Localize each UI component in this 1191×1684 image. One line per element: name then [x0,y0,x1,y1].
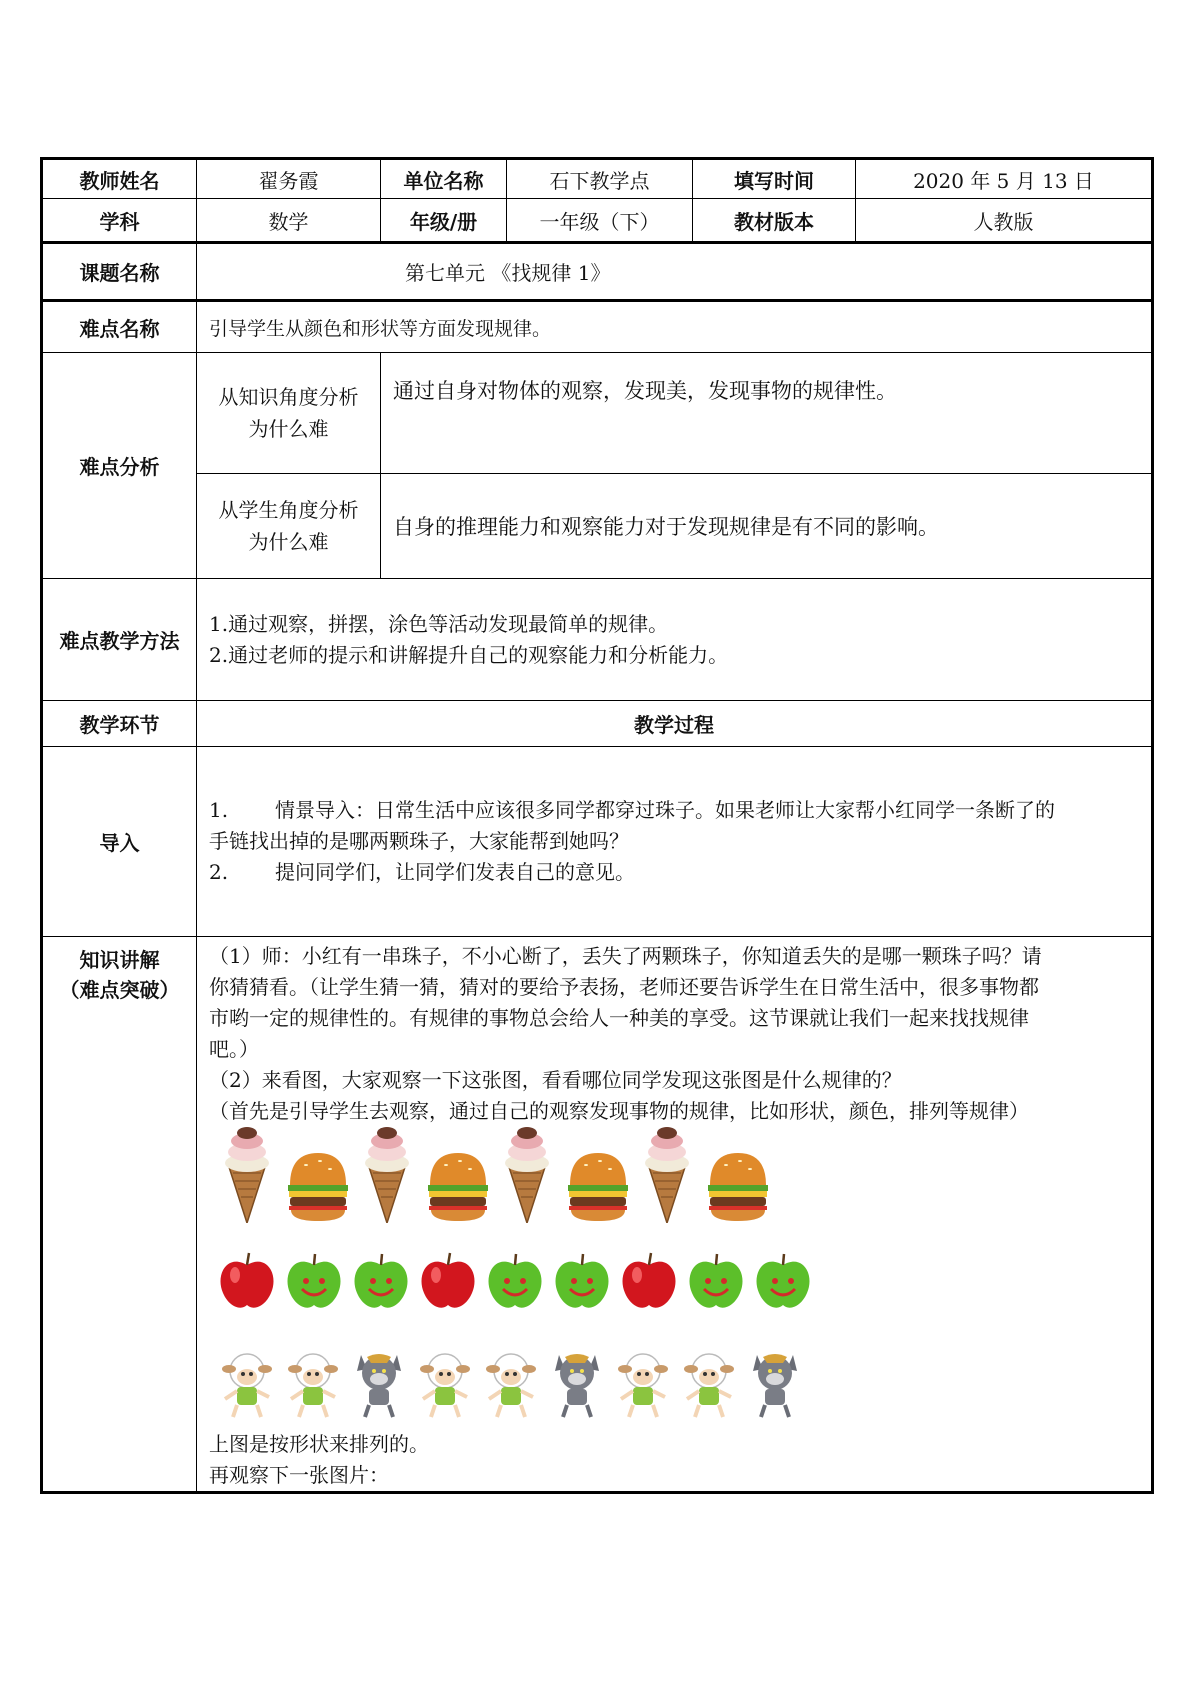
knowledge-p1a: （1）师：小红有一串珠子，不小心断了，丢失了两颗珠子，你知道丢失的是哪一颗珠子吗？请 [209,944,1042,968]
knowledge-label [42,937,197,1493]
pattern-row-food [215,1127,1139,1223]
lesson-plan [40,157,1151,1494]
red-apple-icon [617,1245,681,1311]
wolf-icon [347,1349,411,1421]
grade-label: 年级/册 [381,199,507,243]
unit-label: 单位名称 [381,159,507,199]
difficulty-row [42,301,1153,353]
sheep-icon [677,1349,741,1421]
knowledge-label-line1: 知识讲解 [79,948,160,972]
edition-label: 教材版本 [693,199,856,243]
wolf-icon [545,1349,609,1421]
header-row-2 [42,199,1153,243]
ice-cream-icon [215,1123,281,1223]
knowledge-row [42,937,1153,1493]
intro-line-2 [209,857,1139,888]
green-apple-icon [483,1245,547,1311]
subject-value: 数学 [197,199,381,243]
analysis-label: 难点分析 [42,353,197,579]
intro-text-1a: 情景导入：日常生活中应该很多同学都穿过珠子。如果老师让大家帮小红同学一条断了的 [275,798,1055,822]
pattern-row-apples [215,1223,1139,1311]
green-apple-icon [751,1245,815,1311]
sheep-icon [611,1349,675,1421]
knowledge-p4: 上图是按形状来排列的。 [209,1432,429,1456]
intro-line-1 [209,795,1139,826]
method-line-2: 2.通过老师的提示和讲解提升自己的观察能力和分析能力。 [209,642,729,667]
sheep-icon [479,1349,543,1421]
burger-icon [424,1143,492,1223]
subject-label: 学科 [42,199,197,243]
process-stage-label: 教学环节 [42,701,197,747]
intro-content [197,747,1153,937]
teacher-label: 教师姓名 [42,159,197,199]
method-line-1: 1.通过观察，拼摆，涂色等活动发现最简单的规律。 [209,611,669,636]
knowledge-angle-line2: 为什么难 [248,417,329,441]
fill-date: 2020 年 5 月 13 日 [856,159,1153,199]
green-apple-icon [349,1245,413,1311]
student-angle-label [197,474,381,579]
knowledge-p3: （首先是引导学生去观察，通过自己的观察发现事物的规律，比如形状，颜色，排列等规律） [209,1099,1029,1123]
lesson-plan-table [40,157,1154,1494]
green-apple-icon [684,1245,748,1311]
method-row [42,579,1153,701]
green-apple-icon [282,1245,346,1311]
intro-number-1: 1. [209,798,229,822]
difficulty-value: 引导学生从颜色和形状等方面发现规律。 [197,301,1153,353]
analysis-row-1 [42,353,1153,474]
topic-label: 课题名称 [42,243,197,301]
green-apple-icon [550,1245,614,1311]
burger-icon [564,1143,632,1223]
process-detail-label: 教学过程 [197,701,1153,747]
knowledge-p1c: 市哟一定的规律性的。有规律的事物总会给人一种美的享受。这节课就让我们一起来找找规律 [209,1006,1029,1030]
intro-row [42,747,1153,937]
red-apple-icon [215,1245,279,1311]
analysis-row-2 [42,474,1153,579]
intro-number-2: 2. [209,860,229,884]
pattern-row-characters [215,1311,1139,1421]
student-angle-line2: 为什么难 [248,530,329,554]
topic-row [42,243,1153,301]
unit-name: 石下教学点 [507,159,693,199]
difficulty-label: 难点名称 [42,301,197,353]
knowledge-p1b: 你猜猜看。（让学生猜一猜，猜对的要给予表扬，老师还要告诉学生在日常生活中，很多事物都 [209,975,1039,999]
date-label: 填写时间 [693,159,856,199]
sheep-icon [281,1349,345,1421]
knowledge-p2: （2）来看图，大家观察一下这张图，看看哪位同学发现这张图是什么规律的？ [209,1068,902,1092]
sheep-icon [413,1349,477,1421]
burger-icon [284,1143,352,1223]
knowledge-p1d: 吧。） [209,1037,259,1061]
knowledge-angle-label [197,353,381,474]
knowledge-angle-text: 通过自身对物体的观察，发现美，发现事物的规律性。 [381,353,1153,474]
intro-label: 导入 [42,747,197,937]
wolf-icon [743,1349,807,1421]
pattern-picture [209,1127,1139,1421]
red-apple-icon [416,1245,480,1311]
method-content [197,579,1153,701]
ice-cream-icon [355,1123,421,1223]
knowledge-p5: 再观察下一张图片： [209,1463,389,1487]
method-label: 难点教学方法 [42,579,197,701]
ice-cream-icon [495,1123,561,1223]
knowledge-angle-line1: 从知识角度分析 [218,385,359,409]
sheep-icon [215,1349,279,1421]
header-row-1 [42,159,1153,199]
knowledge-label-line2: （难点突破） [59,978,180,1002]
intro-line-1b: 手链找出掉的是哪两颗珠子，大家能帮到她吗？ [209,829,629,853]
teacher-name: 翟务霞 [197,159,381,199]
topic-value: 第七单元 《找规律 1》 [197,243,1153,301]
grade-value: 一年级（下） [507,199,693,243]
burger-icon [704,1143,772,1223]
process-header-row [42,701,1153,747]
student-angle-text: 自身的推理能力和观察能力对于发现规律是有不同的影响。 [381,474,1153,579]
knowledge-content [197,937,1153,1493]
student-angle-line1: 从学生角度分析 [218,498,359,522]
ice-cream-icon [635,1123,701,1223]
intro-text-2: 提问同学们，让同学们发表自己的意见。 [275,860,635,884]
edition-value: 人教版 [856,199,1153,243]
